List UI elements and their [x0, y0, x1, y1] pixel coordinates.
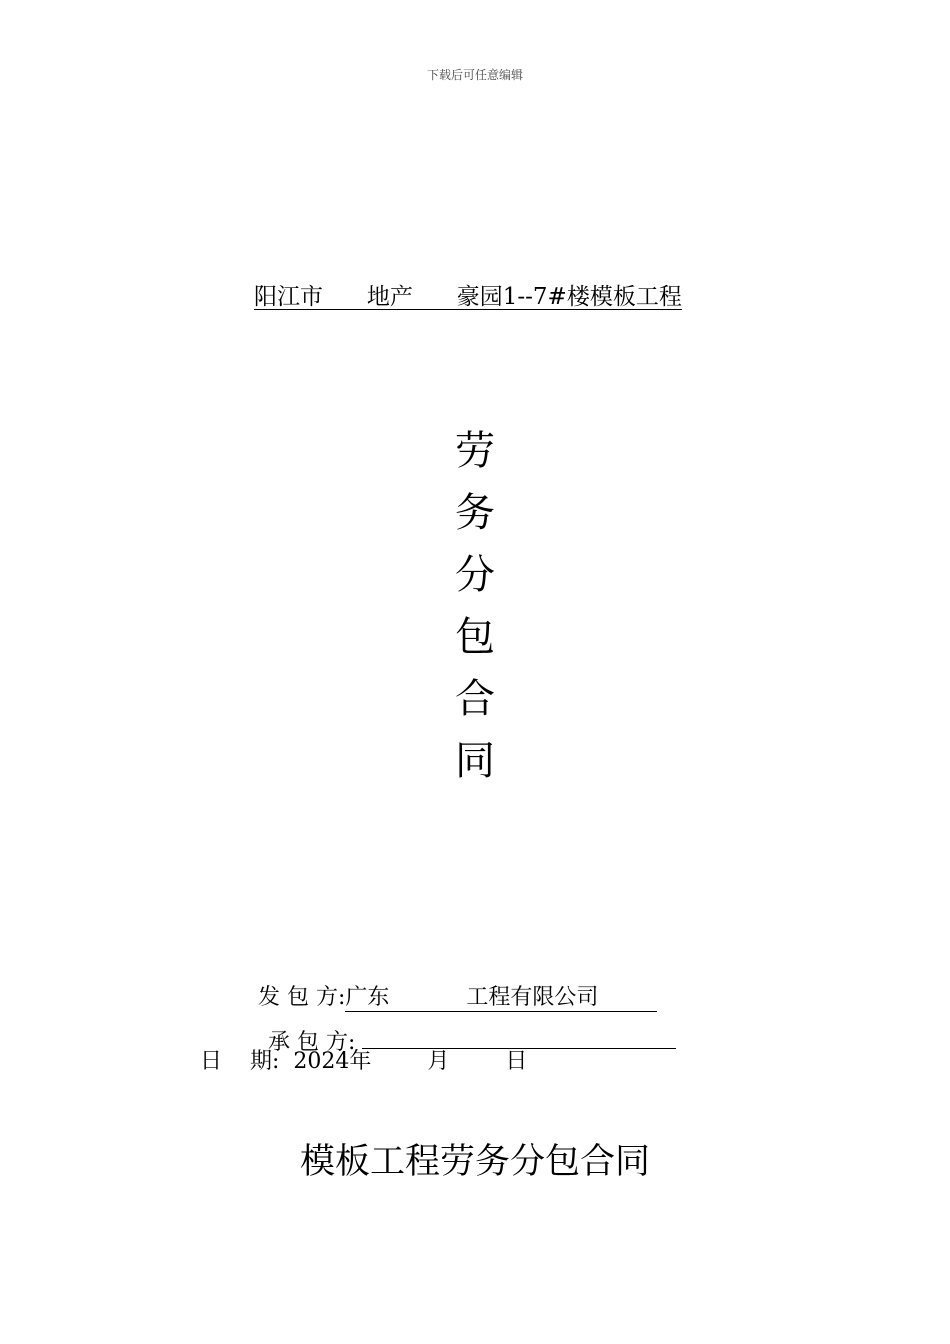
contractor-field: 广东 工程有限公司	[345, 980, 657, 1012]
header-note: 下载后可任意编辑	[426, 68, 523, 82]
vertical-title-char: 同	[455, 738, 495, 784]
vertical-title-char: 务	[455, 490, 495, 536]
main-title: 模板工程劳务分包合同	[299, 1142, 650, 1182]
vertical-title	[445, 420, 505, 792]
subcontractor-label: 承 包 方:	[268, 1030, 356, 1055]
vertical-title-char: 包	[455, 614, 495, 660]
vertical-title-char: 合	[455, 676, 495, 722]
date-day: 日	[505, 1049, 528, 1074]
date-label: 日 期:	[200, 1049, 280, 1074]
date-year: 2024年	[293, 1049, 372, 1074]
date-month: 月	[427, 1049, 450, 1074]
project-title: 阳江市 地产 豪园1--7#楼模板工程	[254, 284, 682, 310]
vertical-title-char: 分	[455, 552, 495, 598]
vertical-title-char: 劳	[455, 428, 495, 474]
date-line	[200, 1044, 527, 1075]
contractor-label: 发 包 方:	[258, 985, 346, 1010]
